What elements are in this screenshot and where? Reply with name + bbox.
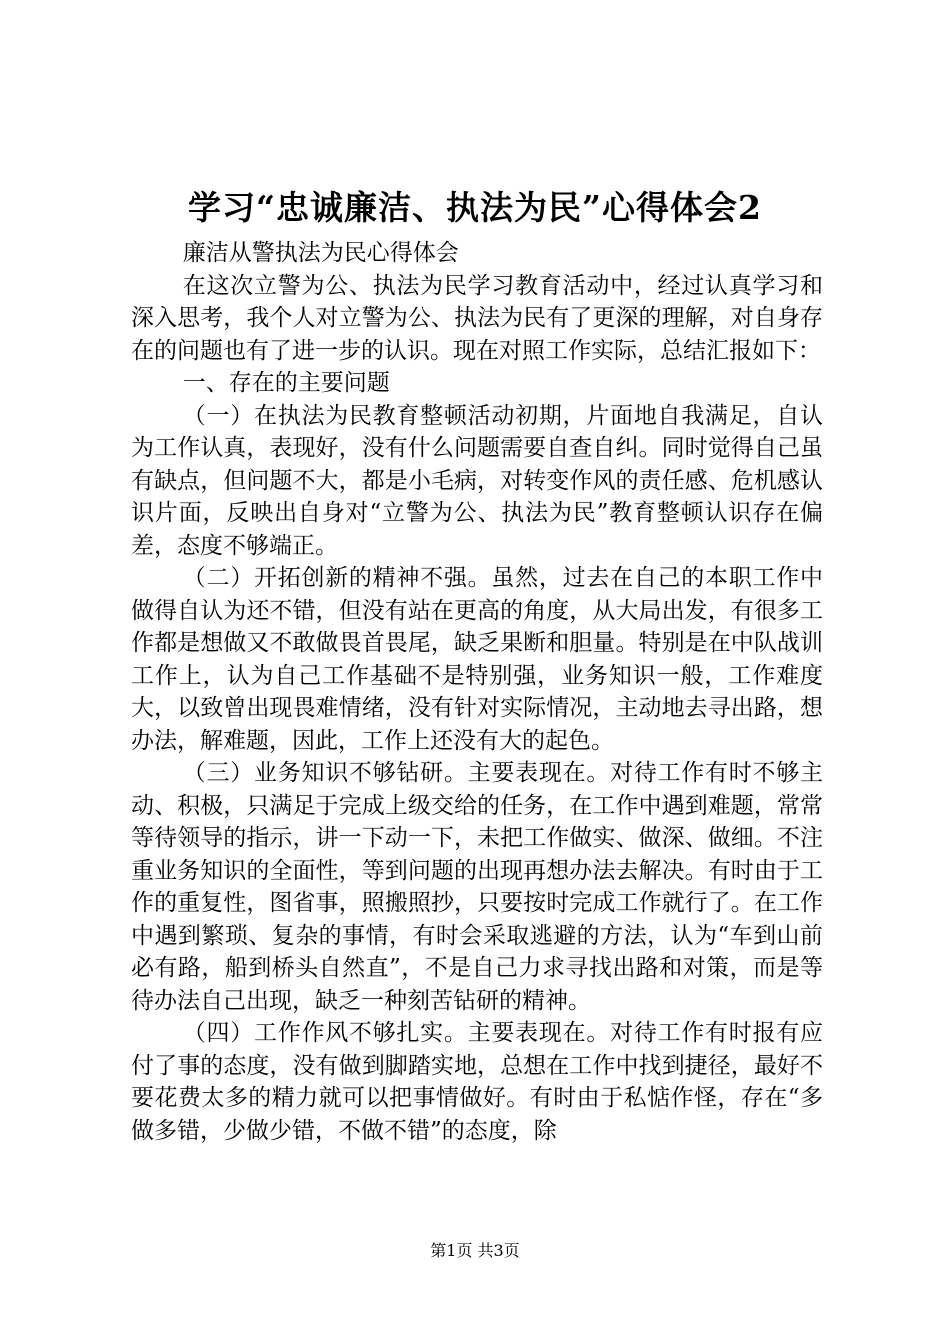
paragraph-intro: 在这次立警为公、执法为民学习教育活动中，经过认真学习和深入思考，我个人对立警为公、执法为民有了更深的理解，对自身存在的问题也有了进一步的认识。现在对照工作实际，总结汇报如下： xyxy=(131,272,823,364)
paragraph-subtitle: 廉洁从警执法为民心得体会 xyxy=(182,240,459,266)
section-heading: 一、存在的主要问题 xyxy=(182,370,390,396)
page-footer: 第1页 共3页 xyxy=(430,1241,520,1260)
paragraph-item-2: （二）开拓创新的精神不强。虽然，过去在自己的本职工作中做得自认为还不错，但没有站在更高的角度，从大局出发，有很多工作都是想做又不敢做畏首畏尾，缺乏果断和胆量。特别是在中队战训工作上，认为自己工作基础不是特别强，业务知识一般，工作难度大，以致曾出现畏难情绪，没有针对实际情况，主动地去寻出路，想办法，解难题，因此，工作上还没有大的起色。 xyxy=(131,565,823,754)
document-body xyxy=(131,237,823,1147)
paragraph-item-4: （四）工作作风不够扎实。主要表现在。对待工作有时报有应付了事的态度，没有做到脚踏实地，总想在工作中找到捷径，最好不要花费太多的精力就可以把事情做好。有时由于私惦作怪，存在“多做多错，少做少错，不做不错”的态度，除 xyxy=(131,1020,823,1144)
paragraph-item-1: （一）在执法为民教育整顿活动初期，片面地自我满足，自认为工作认真，表现好，没有什么问题需要自查自纠。同时觉得自己虽有缺点，但问题不大，都是小毛病，对转变作风的责任感、危机感认识片面，反映出自身对“立警为公、执法为民”教育整顿认识存在偏差，态度不够端正。 xyxy=(131,402,823,559)
document-title: 学习“忠诚廉洁、执法为民”心得体会2 xyxy=(188,188,762,227)
paragraph-item-3: （三）业务知识不够钻研。主要表现在。对待工作有时不够主动、积极，只满足于完成上级交给的任务，在工作中遇到难题，常常等待领导的指示，讲一下动一下，未把工作做实、做深、做细。不注重业务知识的全面性，等到问题的出现再想办法去解决。有时由于工作的重复性，图省事，照搬照抄，只要按时完成工作就行了。在工作中遇到繁琐、复杂的事情，有时会采取逃避的方法，认为“车到山前必有路，船到桥头自然直”，不是自己力求寻找出路和对策，而是等待办法自己出现，缺乏一种刻苦钻研的精神。 xyxy=(131,760,823,1014)
